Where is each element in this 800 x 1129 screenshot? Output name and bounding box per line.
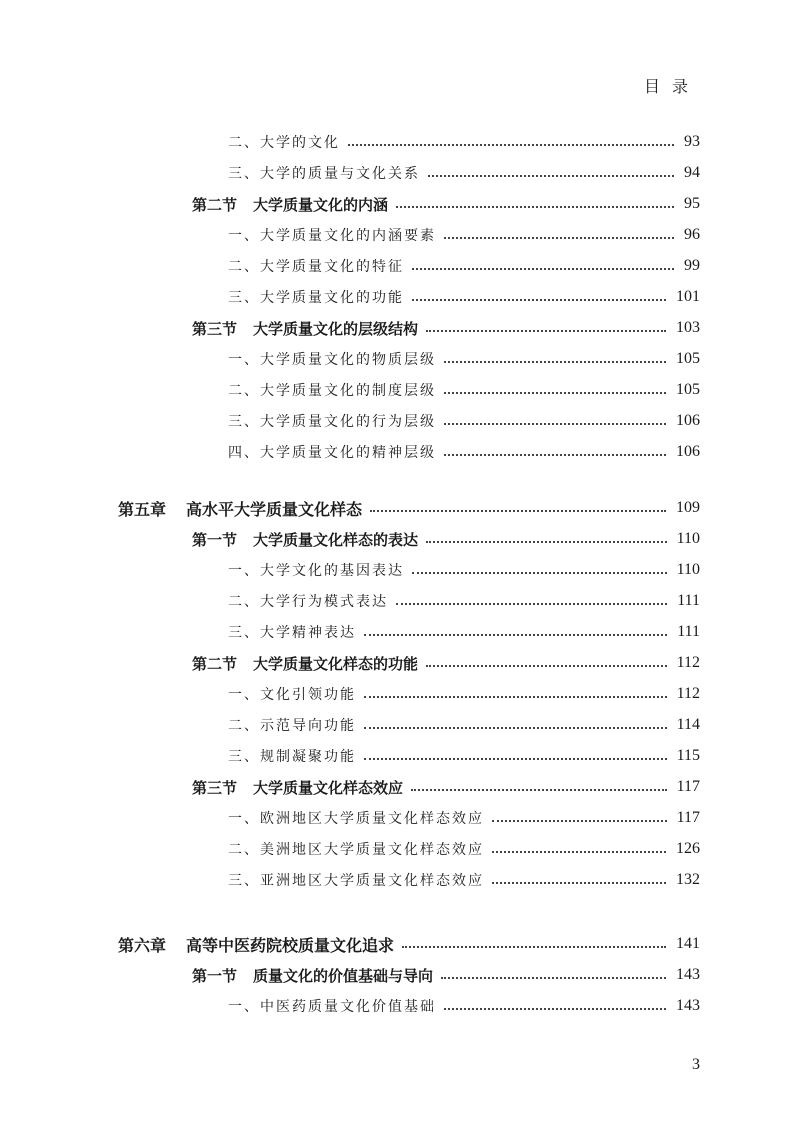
toc-entry-title xyxy=(228,746,364,766)
toc-entry-title xyxy=(192,653,426,674)
toc-entry-page: 94 xyxy=(684,164,700,181)
toc-entry-page: 106 xyxy=(676,412,700,429)
toc-entry-page: 132 xyxy=(676,871,700,888)
toc-entry-title xyxy=(228,132,348,152)
toc-entry-label: 大学质量文化样态的表达 xyxy=(253,530,419,549)
dot-leader xyxy=(396,603,667,605)
toc-entry-title xyxy=(118,497,370,520)
toc-entry-section xyxy=(192,316,700,340)
toc-entry-label: 三、大学质量文化的行为层级 xyxy=(228,414,436,430)
toc-entry-page: 96 xyxy=(684,226,700,243)
toc-entry-item xyxy=(228,837,700,861)
toc-entry-title xyxy=(228,996,444,1016)
toc-entry-label: 三、亚洲地区大学质量文化样态效应 xyxy=(228,873,484,889)
toc-entry-title xyxy=(228,380,444,400)
toc-entry-number: 第五章 xyxy=(118,499,167,519)
toc-entry-page: 109 xyxy=(676,499,700,516)
toc-entry-item xyxy=(228,347,700,371)
toc-entry-label: 二、大学的文化 xyxy=(228,135,340,151)
toc-entry-page: 93 xyxy=(684,133,700,150)
toc-entry-page: 112 xyxy=(676,685,700,702)
toc-entry-title xyxy=(228,622,364,642)
toc-entry-page: 117 xyxy=(676,778,700,795)
dot-leader xyxy=(441,977,666,979)
dot-leader xyxy=(364,727,667,729)
toc-entry-label: 质量文化的价值基础与导向 xyxy=(253,966,434,985)
toc-entry-number: 第二节 xyxy=(192,654,238,673)
toc-entry-page: 110 xyxy=(676,530,700,547)
toc-entry-title xyxy=(228,411,444,431)
toc-entry-section xyxy=(192,651,700,675)
toc-entry-title xyxy=(228,870,492,890)
toc-entry-title xyxy=(228,591,396,611)
dot-leader xyxy=(370,510,666,512)
toc-entry-page: 106 xyxy=(676,443,700,460)
toc-entry-title xyxy=(228,349,444,369)
dot-leader xyxy=(411,789,667,791)
toc-entry-item xyxy=(228,409,700,433)
toc-entry-number: 第一节 xyxy=(192,966,238,985)
toc-entry-title xyxy=(192,529,426,550)
dot-leader xyxy=(412,268,674,270)
dot-leader xyxy=(444,454,666,456)
toc-entry-page: 112 xyxy=(676,654,700,671)
toc-entry-title xyxy=(192,318,426,339)
toc-entry-page: 114 xyxy=(676,716,700,733)
toc-entry-title xyxy=(192,965,441,986)
toc-entry-page: 143 xyxy=(676,966,700,983)
toc-entry-title xyxy=(228,560,412,580)
dot-leader xyxy=(402,946,666,948)
toc-entry-page: 105 xyxy=(676,350,700,367)
dot-leader xyxy=(492,820,667,822)
toc-entry-title xyxy=(228,442,444,462)
toc-entry-label: 一、大学质量文化的物质层级 xyxy=(228,352,436,368)
dot-leader xyxy=(492,851,666,853)
dot-leader xyxy=(492,882,666,884)
toc-entry-item xyxy=(228,868,700,892)
toc-entry-item xyxy=(228,994,700,1018)
toc-entry-page: 141 xyxy=(676,935,700,952)
dot-leader xyxy=(426,330,666,332)
toc-entry-label: 一、中医药质量文化价值基础 xyxy=(228,999,436,1015)
toc-entry-title xyxy=(228,715,364,735)
toc-entry-number: 第六章 xyxy=(118,935,167,955)
toc-entry-title xyxy=(228,256,412,276)
toc-entry-page: 126 xyxy=(676,840,700,857)
dot-leader xyxy=(444,1008,666,1010)
toc-entry-item xyxy=(228,378,700,402)
toc-entry-item xyxy=(228,744,700,768)
toc-entry-title xyxy=(228,163,428,183)
toc-entry-number: 第三节 xyxy=(192,778,238,797)
toc-entry-section xyxy=(192,775,700,799)
toc-entry-item xyxy=(228,223,700,247)
toc-entry-page: 111 xyxy=(677,592,700,609)
toc-entry-item xyxy=(228,254,700,278)
toc-entry-section xyxy=(192,192,700,216)
toc-entry-title xyxy=(228,287,412,307)
toc-entry-item xyxy=(228,589,700,613)
toc-entry-page: 103 xyxy=(676,319,700,336)
toc-entry-label: 二、大学行为模式表达 xyxy=(228,594,388,610)
toc-entry-title xyxy=(192,777,411,798)
dot-leader xyxy=(426,665,667,667)
toc-entry-item xyxy=(228,130,700,154)
toc-entry-page: 111 xyxy=(677,623,700,640)
dot-leader xyxy=(396,206,674,208)
toc-entry-label: 高水平大学质量文化样态 xyxy=(186,499,363,519)
toc-entry-label: 一、文化引领功能 xyxy=(228,687,356,703)
dot-leader xyxy=(428,175,674,177)
toc-entry-item xyxy=(228,558,700,582)
toc-entry-item xyxy=(228,713,700,737)
toc-entry-page: 95 xyxy=(684,195,700,212)
dot-leader xyxy=(444,361,666,363)
toc-entry-label: 高等中医药院校质量文化追求 xyxy=(186,935,395,955)
dot-leader xyxy=(364,634,667,636)
dot-leader xyxy=(444,423,666,425)
toc-entry-page: 101 xyxy=(676,288,700,305)
dot-leader xyxy=(364,758,667,760)
toc-entry-title xyxy=(118,933,402,956)
toc-entry-label: 一、欧洲地区大学质量文化样态效应 xyxy=(228,811,484,827)
toc-entry-number: 第二节 xyxy=(192,195,238,214)
dot-leader xyxy=(426,541,667,543)
toc-entry-section xyxy=(192,527,700,551)
toc-entry-title xyxy=(192,194,396,215)
toc-entry-title xyxy=(228,225,444,245)
toc-entry-label: 一、大学文化的基因表达 xyxy=(228,563,404,579)
toc-entry-page: 143 xyxy=(676,997,700,1014)
toc-entry-title xyxy=(228,808,492,828)
toc-entry-label: 四、大学质量文化的精神层级 xyxy=(228,445,436,461)
toc-entry-label: 大学质量文化样态效应 xyxy=(253,778,404,797)
toc-entry-title xyxy=(228,684,364,704)
toc-entry-title xyxy=(228,839,492,859)
toc-entry-item xyxy=(228,682,700,706)
toc-entry-label: 二、大学质量文化的制度层级 xyxy=(228,383,436,399)
toc-entry-number: 第三节 xyxy=(192,319,238,338)
toc-entry-chapter xyxy=(118,932,700,956)
toc-entry-number: 第一节 xyxy=(192,530,238,549)
dot-leader xyxy=(364,696,667,698)
toc-entry-page: 99 xyxy=(684,257,700,274)
dot-leader xyxy=(348,144,674,146)
dot-leader xyxy=(444,237,674,239)
toc-entry-page: 117 xyxy=(676,809,700,826)
toc-entry-label: 三、规制凝聚功能 xyxy=(228,749,356,765)
toc-entry-label: 三、大学精神表达 xyxy=(228,625,356,641)
toc-entry-label: 二、示范导向功能 xyxy=(228,718,356,734)
toc-entry-page: 110 xyxy=(676,561,700,578)
toc-entry-page: 105 xyxy=(676,381,700,398)
toc-entry-label: 大学质量文化样态的功能 xyxy=(253,654,419,673)
toc-entry-label: 三、大学质量文化的功能 xyxy=(228,290,404,306)
toc-entry-label: 二、美洲地区大学质量文化样态效应 xyxy=(228,842,484,858)
toc-entry-section xyxy=(192,963,700,987)
toc-entry-item xyxy=(228,285,700,309)
toc-entry-label: 二、大学质量文化的特征 xyxy=(228,259,404,275)
toc-entry-item xyxy=(228,806,700,830)
running-header: 目录 xyxy=(643,77,700,96)
toc-entry-item xyxy=(228,620,700,644)
toc-entry-label: 大学质量文化的内涵 xyxy=(253,195,389,214)
toc-entry-item xyxy=(228,440,700,464)
toc-entry-label: 大学质量文化的层级结构 xyxy=(253,319,419,338)
page-number: 3 xyxy=(692,1056,700,1073)
dot-leader xyxy=(444,392,666,394)
dot-leader xyxy=(412,299,666,301)
toc-entry-chapter xyxy=(118,496,700,520)
toc-entry-page: 115 xyxy=(676,747,700,764)
toc-entry-item xyxy=(228,161,700,185)
toc-entry-label: 三、大学的质量与文化关系 xyxy=(228,166,420,182)
dot-leader xyxy=(412,572,667,574)
toc-entry-label: 一、大学质量文化的内涵要素 xyxy=(228,228,436,244)
